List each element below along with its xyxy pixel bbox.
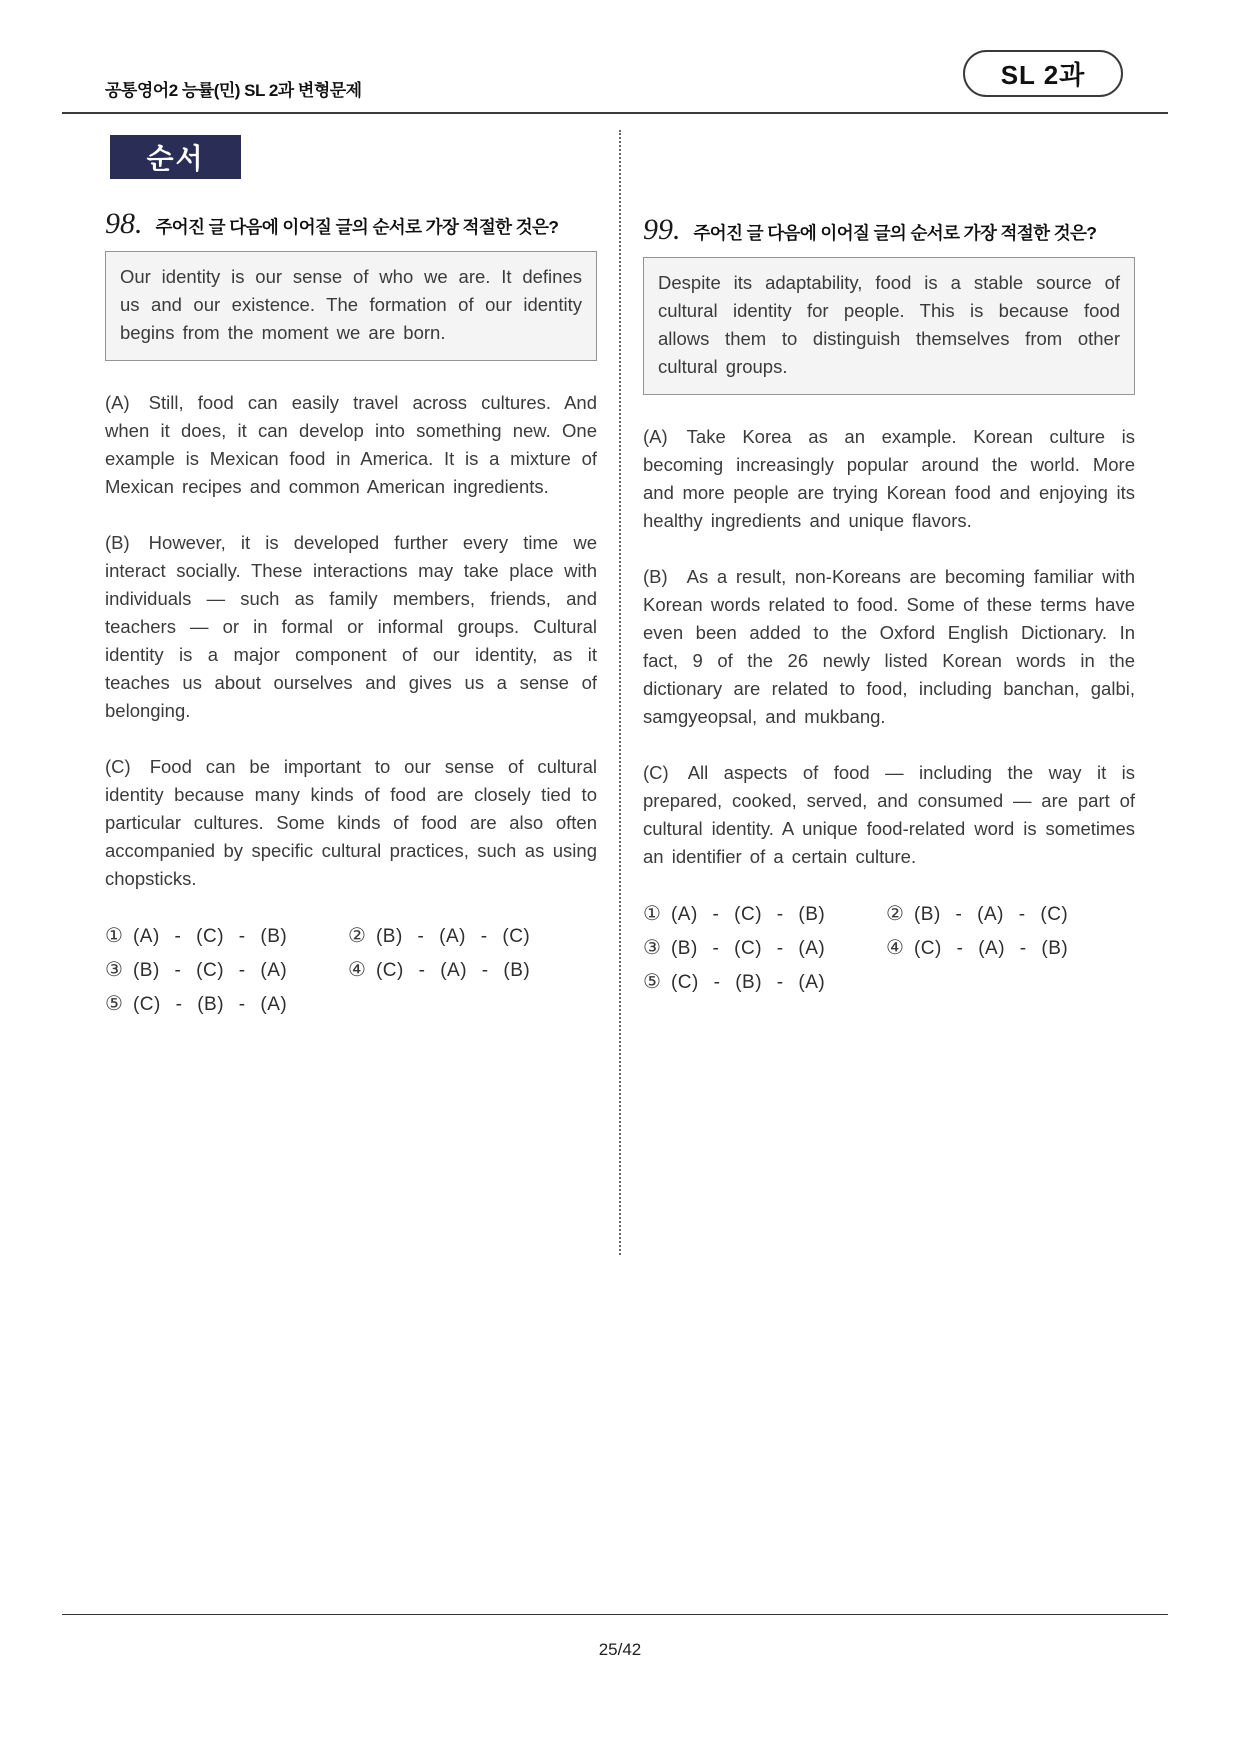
choice-2-marker: ② bbox=[886, 903, 904, 925]
question-99-paragraph-b bbox=[643, 563, 1135, 731]
choice-1-marker: ① bbox=[643, 903, 661, 925]
paragraph-b-text: As a result, non-Koreans are becoming familiar with Korean words related to food. Some of these terms have even been added to the Oxford English Dictionary. In fact, 9 of the 26 newly listed Korean words in the dictionary are related to food, including banchan, galbi, samgyeopsal, and mukbang. bbox=[643, 566, 1135, 727]
question-99-paragraph-a bbox=[643, 423, 1135, 535]
choice-4-text: (C) - (A) - (B) bbox=[913, 938, 1069, 959]
paragraph-b-label: (B) bbox=[105, 532, 130, 553]
choice-2-text: (B) - (A) - (C) bbox=[375, 926, 531, 947]
question-98-paragraph-a bbox=[105, 389, 597, 501]
paragraph-c-label: (C) bbox=[105, 756, 131, 777]
header-divider bbox=[62, 112, 1168, 114]
choice-1-text: (A) - (C) - (B) bbox=[132, 926, 288, 947]
question-98-number: 98. bbox=[105, 207, 143, 240]
choice-5-text: (C) - (B) - (A) bbox=[670, 972, 826, 993]
chapter-badge bbox=[963, 50, 1123, 97]
choice-option-3 bbox=[105, 957, 348, 982]
paragraph-b-label: (B) bbox=[643, 566, 668, 587]
choice-4-marker: ④ bbox=[886, 937, 904, 959]
document-title: 공통영어2 능률(민) SL 2과 변형문제 bbox=[105, 81, 362, 100]
question-99-paragraph-c bbox=[643, 759, 1135, 871]
question-98-prompt: 주어진 글 다음에 이어질 글의 순서로 가장 적절한 것은? bbox=[155, 217, 559, 237]
question-99 bbox=[643, 213, 1135, 994]
choice-option-3 bbox=[643, 935, 886, 960]
choice-4-marker: ④ bbox=[348, 959, 366, 981]
question-99-prompt: 주어진 글 다음에 이어질 글의 순서로 가장 적절한 것은? bbox=[693, 223, 1097, 243]
question-98-header bbox=[105, 207, 597, 241]
question-98-paragraph-c bbox=[105, 753, 597, 893]
paragraph-a-label: (A) bbox=[105, 392, 130, 413]
question-98 bbox=[105, 207, 597, 1016]
footer-divider bbox=[62, 1614, 1168, 1615]
section-label: 순서 bbox=[110, 135, 241, 179]
choice-option-2 bbox=[886, 901, 1135, 926]
choice-option-1 bbox=[643, 901, 886, 926]
question-99-passage-box bbox=[643, 257, 1135, 395]
question-99-choices bbox=[643, 901, 1135, 994]
choice-2-marker: ② bbox=[348, 925, 366, 947]
question-98-passage-text: Our identity is our sense of who we are. It defines us and our existence. The formation of our identity begins from the moment we are born. bbox=[120, 266, 582, 343]
choice-3-marker: ③ bbox=[105, 959, 123, 981]
choice-option-4 bbox=[348, 957, 597, 982]
question-98-paragraph-b bbox=[105, 529, 597, 725]
choice-1-text: (A) - (C) - (B) bbox=[670, 904, 826, 925]
choice-option-5 bbox=[105, 991, 348, 1016]
paragraph-a-text: Still, food can easily travel across cultures. And when it does, it can develop into something new. One example is Mexican food in America. It is a mixture of Mexican recipes and common American ingredients. bbox=[105, 392, 597, 497]
choice-3-text: (B) - (C) - (A) bbox=[670, 938, 826, 959]
choice-3-text: (B) - (C) - (A) bbox=[132, 960, 288, 981]
question-98-choices bbox=[105, 923, 597, 1016]
choice-option-1 bbox=[105, 923, 348, 948]
column-divider bbox=[619, 130, 621, 1255]
paragraph-c-text: All aspects of food — including the way it is prepared, cooked, served, and consumed — are part of cultural identity. A unique food-related word is sometimes an identifier of a certain culture. bbox=[643, 762, 1135, 867]
question-98-passage-box bbox=[105, 251, 597, 361]
paragraph-b-text: However, it is developed further every time we interact socially. These interactions may take place with individuals — such as family members, friends, and teachers — or in formal or informal groups. Cultural identity is a major component of our identity, as it teaches us about ourselves and gives us a sense of belonging. bbox=[105, 532, 597, 721]
choice-option-2 bbox=[348, 923, 597, 948]
choice-option-4 bbox=[886, 935, 1135, 960]
choice-5-text: (C) - (B) - (A) bbox=[132, 994, 288, 1015]
choice-3-marker: ③ bbox=[643, 937, 661, 959]
page-number: 25/42 bbox=[598, 1640, 642, 1659]
question-99-passage-text: Despite its adaptability, food is a stable source of cultural identity for people. This is because food allows them to distinguish themselves from other cultural groups. bbox=[658, 272, 1120, 377]
paragraph-c-text: Food can be important to our sense of cultural identity because many kinds of food are closely tied to particular cultures. Some kinds of food are also often accompanied by specific cultural practices, such as using chopsticks. bbox=[105, 756, 597, 889]
question-99-number: 99. bbox=[643, 213, 681, 246]
chapter-badge-label: SL 2과 bbox=[1000, 60, 1086, 90]
paragraph-a-text: Take Korea as an example. Korean culture is becoming increasingly popular around the world. More and more people are trying Korean food and enjoying its healthy ingredients and unique flavors. bbox=[643, 426, 1135, 531]
choice-5-marker: ⑤ bbox=[643, 971, 661, 993]
choice-2-text: (B) - (A) - (C) bbox=[913, 904, 1069, 925]
question-99-header bbox=[643, 213, 1135, 247]
choice-option-5 bbox=[643, 969, 886, 994]
choice-1-marker: ① bbox=[105, 925, 123, 947]
paragraph-c-label: (C) bbox=[643, 762, 669, 783]
paragraph-a-label: (A) bbox=[643, 426, 668, 447]
choice-4-text: (C) - (A) - (B) bbox=[375, 960, 531, 981]
choice-5-marker: ⑤ bbox=[105, 993, 123, 1015]
